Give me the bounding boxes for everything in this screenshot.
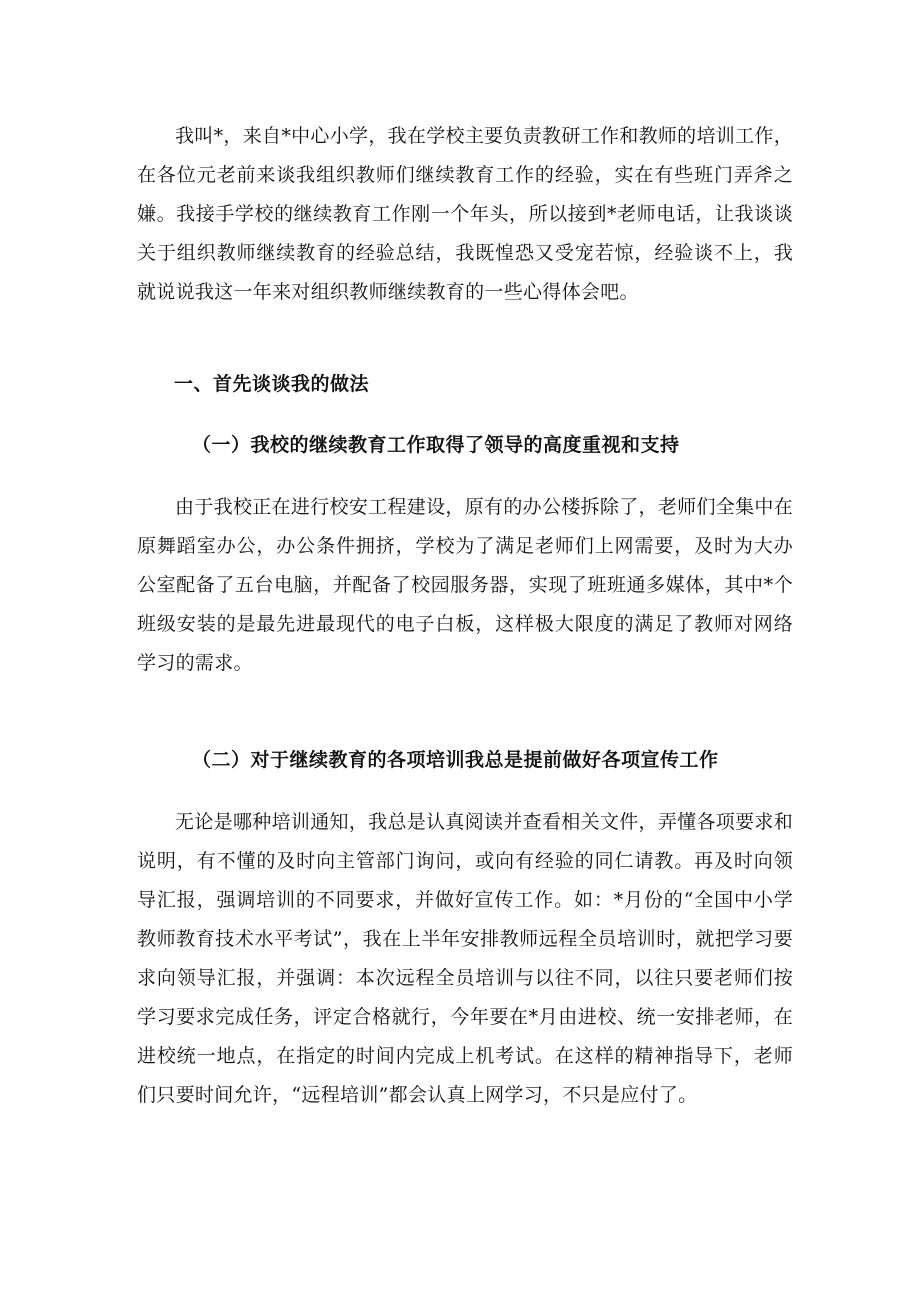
intro-paragraph: 我叫*，来自*中心小学，我在学校主要负责教研工作和教师的培训工作，在各位元老前来谈我组织教师们继续教育工作的经验，实在有些班门弄斧之嫌。我接手学校的继续教育工作刚一个年头，所以接到*老师电话，让我谈谈关于组织教师继续教育的经验总结，我既惶恐又受宠若惊，经验谈不上，我就说说我这一年来对组织教师继续教育的一些心得体会吧。 (137, 125, 793, 303)
subsection-heading-1: （一）我校的继续教育工作取得了领导的高度重视和支持 (192, 434, 680, 456)
section-heading-1: 一、首先谈谈我的做法 (174, 373, 370, 395)
subsection-heading-2: （二）对于继续教育的各项培训我总是提前做好各项宣传工作 (192, 749, 719, 771)
subsection-2-paragraph: 无论是哪种培训通知，我总是认真阅读并查看相关文件，弄懂各项要求和说明，有不懂的及时向主管部门询问，或向有经验的同仁请教。再及时向领导汇报，强调培训的不同要求，并做好宣传工作。如：*月份的“全国中小学教师教育技术水平考试”，我在上半年安排教师远程全员培训时，就把学习要求向领导汇报，并强调：本次远程全员培训与以往不同，以往只要老师们按学习要求完成任务，评定合格就行，今年要在*月由进校、统一安排老师，在进校统一地点，在指定的时间内完成上机考试。在这样的精神指导下，老师们只要时间允许，“远程培训”都会认真上网学习，不只是应付了。 (137, 811, 793, 1106)
subsection-1-paragraph: 由于我校正在进行校安工程建设，原有的办公楼拆除了，老师们全集中在原舞蹈室办公，办公条件拥挤，学校为了满足老师们上网需要，及时为大办公室配备了五台电脑，并配备了校园服务器，实现了班班通多媒体，其中*个班级安装的是最先进最现代的电子白板，这样极大限度的满足了教师对网络学习的需求。 (137, 496, 793, 674)
